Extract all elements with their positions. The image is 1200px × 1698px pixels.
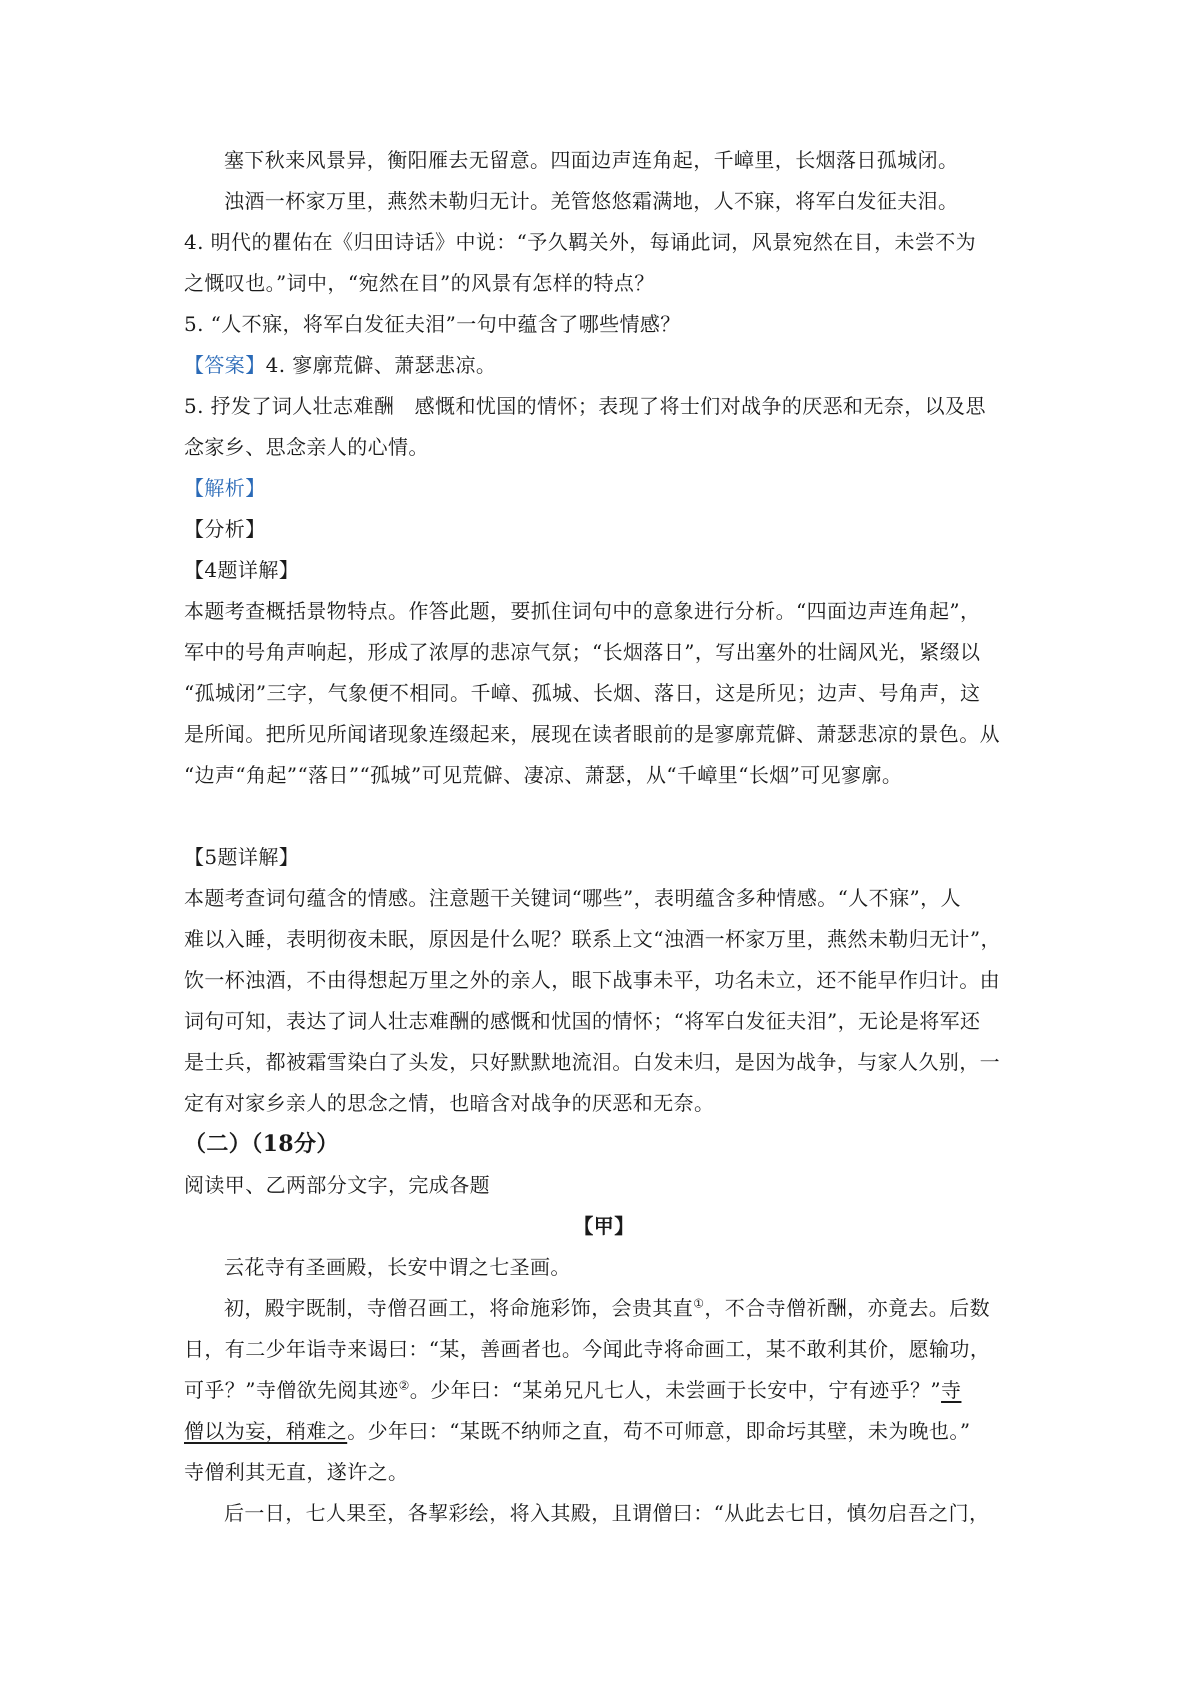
poem-line-2: 浊酒一杯家万里，燕然未勒归无计。羌管悠悠霜满地，人不寐，将军白发征夫泪。 <box>224 189 959 213</box>
passage-para-2-line-1 <box>184 1288 1024 1329</box>
footnote-2-marker: ② <box>398 1378 410 1393</box>
section-2-instruction: 阅读甲、乙两部分文字，完成各题 <box>184 1173 490 1197</box>
detail-5-line: 难以入睡，表明彻夜未眠，原因是什么呢？联系上文“浊酒一杯家万里，燕然未勒归无计”， <box>184 927 1001 951</box>
text-segment: ，不合寺僧祈酬，亦竟去。后数 <box>704 1296 990 1320</box>
detail-4-line: 本题考查概括景物特点。作答此题，要抓住词句中的意象进行分析。“四面边声连角起”， <box>184 599 981 623</box>
underlined-sentence: 僧以为妄，稍难之 <box>184 1419 348 1443</box>
passage-para-2-line-4 <box>184 1411 1024 1452</box>
section-2-heading: （二）（18分） <box>184 1131 339 1157</box>
passage-para-3: 后一日，七人果至，各挈彩绘，将入其殿，且谓僧曰：“从此去七日，慎勿启吾之门， <box>224 1501 990 1525</box>
detail-5-line: 饮一杯浊酒，不由得想起万里之外的亲人，眼下战事未平，功名未立，还不能早作归计。由 <box>184 968 1000 992</box>
spacer <box>184 796 1024 837</box>
question-5: 5. “人不寐，将军白发征夫泪”一句中蕴含了哪些情感？ <box>184 312 681 336</box>
text-segment: 。少年曰：“某既不纳师之直，苟不可师意，即命圬其壁，未为晚也。” <box>347 1419 971 1443</box>
answer-5-line-2: 念家乡、思念亲人的心情。 <box>184 435 429 459</box>
question-4-line-1: 4. 明代的瞿佑在《归田诗话》中说：“予久羁关外，每诵此词，风景宛然在目，未尝不为 <box>184 230 977 254</box>
jia-label: 【甲】 <box>573 1214 635 1238</box>
text-segment: 初，殿宇既制，寺僧召画工，将命施彩饰，会贵其直 <box>224 1296 694 1320</box>
detail-5-line: 是士兵，都被霜雪染白了头发，只好默默地流泪。白发未归，是因为战争，与家人久别，一 <box>184 1050 1000 1074</box>
passage-para-2-line-3 <box>184 1370 1024 1411</box>
fenxi-tag: 【分析】 <box>184 517 266 541</box>
text-segment: 可乎？”寺僧欲先阅其迹 <box>184 1378 399 1402</box>
detail-5-title: 【5题详解】 <box>184 845 300 869</box>
text-segment: 。少年曰：“某弟兄凡七人，未尝画于长安中，宁有迹乎？” <box>409 1378 942 1402</box>
passage-para-1: 云花寺有圣画殿，长安中谓之七圣画。 <box>224 1255 571 1279</box>
question-4-line-2: 之慨叹也。”词中，“宛然在目”的风景有怎样的特点？ <box>184 271 655 295</box>
detail-4-line: 是所闻。把所见所闻诸现象连缀起来，展现在读者眼前的是寥廓荒僻、萧瑟悲凉的景色。从 <box>184 722 1000 746</box>
detail-4-title: 【4题详解】 <box>184 558 300 582</box>
answer-line <box>184 345 1024 386</box>
answer-4: 4. 寥廓荒僻、萧瑟悲凉。 <box>265 353 497 377</box>
poem-line-1: 塞下秋来风景异，衡阳雁去无留意。四面边声连角起，千嶂里，长烟落日孤城闭。 <box>224 148 959 172</box>
detail-4-line: “边声“角起”“落日”“孤城”可见荒僻、凄凉、萧瑟，从“千嶂里“长烟”可见寥廓。 <box>184 763 903 787</box>
detail-4-line: 军中的号角声响起，形成了浓厚的悲凉气氛；“长烟落日”，写出塞外的壮阔风光，紧缀以 <box>184 640 981 664</box>
passage-para-2-line-2: 日，有二少年诣寺来谒曰：“某，善画者也。今闻此寺将命画工，某不敢利其价，愿输功， <box>184 1337 991 1361</box>
underlined-sentence-start: 寺 <box>941 1378 962 1402</box>
detail-5-line: 定有对家乡亲人的思念之情，也暗含对战争的厌恶和无奈。 <box>184 1091 715 1115</box>
detail-4-line: “孤城闭”三字，气象便不相同。千嶂、孤城、长烟、落日，这是所见；边声、号角声，这 <box>184 681 981 705</box>
document-page <box>184 140 1024 1534</box>
answer-tag: 【答案】 <box>184 353 266 377</box>
detail-5-line: 本题考查词句蕴含的情感。注意题干关键词“哪些”，表明蕴含多种情感。“人不寐”，人 <box>184 886 961 910</box>
passage-para-2-line-5: 寺僧利其无直，遂许之。 <box>184 1460 409 1484</box>
footnote-1-marker: ① <box>693 1296 705 1311</box>
analysis-tag: 【解析】 <box>184 476 266 500</box>
answer-5-line-1: 5. 抒发了词人壮志难酬 感慨和忧国的情怀；表现了将士们对战争的厌恶和无奈，以及思 <box>184 394 986 418</box>
detail-5-line: 词句可知，表达了词人壮志难酬的感慨和忧国的情怀；“将军白发征夫泪”，无论是将军还 <box>184 1009 981 1033</box>
